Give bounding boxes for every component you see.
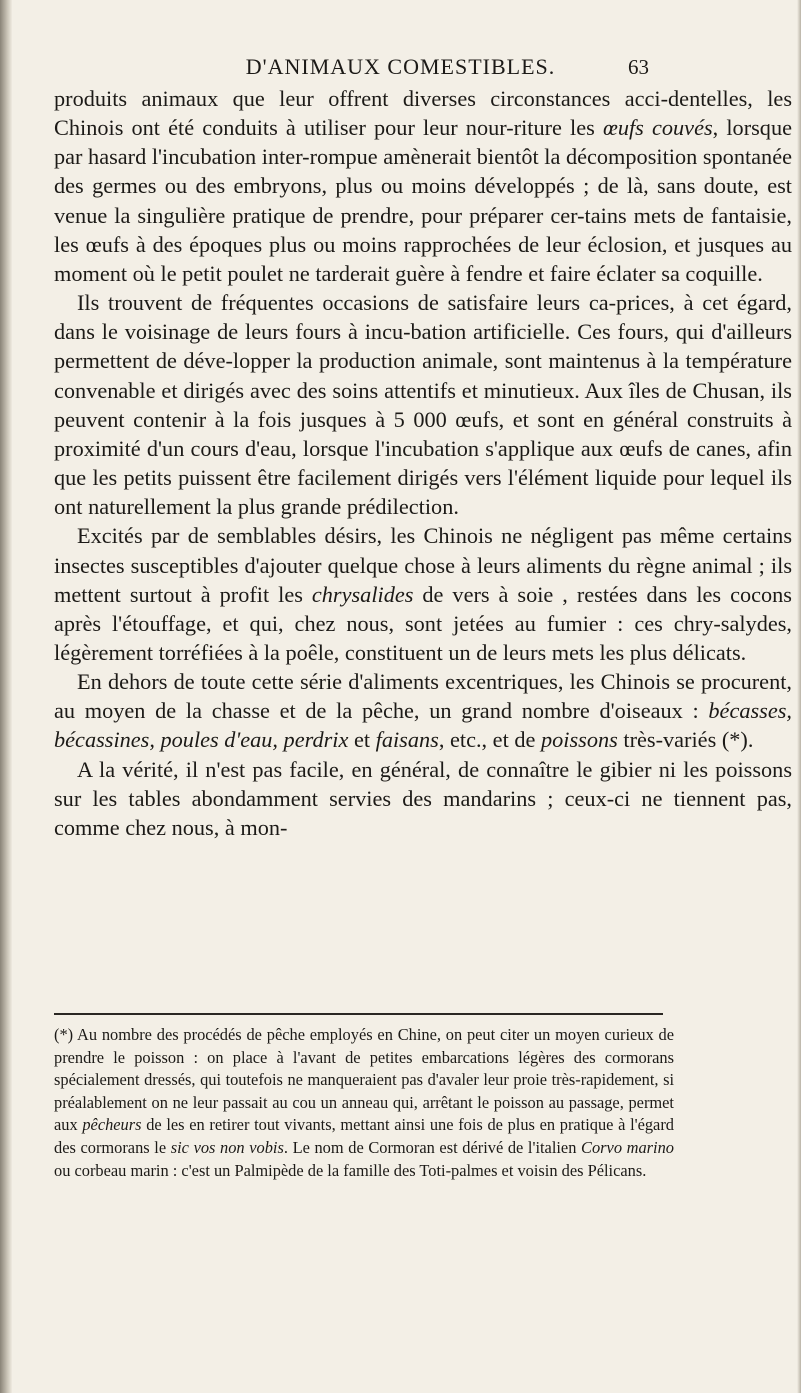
italic-run: Corvo marino <box>581 1137 674 1157</box>
italic-run: sic vos non vobis <box>170 1137 284 1157</box>
text-run: , etc., et de <box>438 727 541 753</box>
text-run: et <box>348 727 376 753</box>
text-run: produits animaux que leur offrent diverses circonstances acci-dentelles, les Chinois ont été conduits à utiliser pour leur nour-riture les <box>54 86 792 141</box>
text-run: ou corbeau marin : c'est un Palmipède de la famille des Toti-palmes et voisin des Pélicans. <box>54 1160 647 1180</box>
page-binding-shadow <box>0 0 12 1393</box>
italic-run: faisans <box>375 727 439 753</box>
footnote-separator <box>54 1013 663 1015</box>
paragraph-5 <box>54 755 792 842</box>
text-run: , lorsque par hasard l'incubation inter-rompue amènerait bientôt la décomposition spontanée des germes ou des embryons, plus ou moins développés ; de là, sans doute, est venue la singulière pratique de prendre, pour préparer cer-tains mets de fantaisie, les œufs à des époques plus ou moins rapprochées de leur éclosion, et jusques au moment où le petit poulet ne tarderait guère à fendre et faire éclater sa coquille. <box>54 115 792 286</box>
text-run: Ils trouvent de fréquentes occasions de satisfaire leurs ca-prices, à cet égard, dans le voisinage de leurs fours à incu-bation artificielle. Ces fours, qui d'ailleurs permettent de déve-lopper la production animale, sont maintenus à la température convenable et dirigés avec des soins attentifs et minutieux. Aux îles de Chusan, ils peuvent contenir à la fois jusques à 5 000 œufs, et sont en général construits à proximité d'un cours d'eau, lorsque l'incubation s'applique aux œufs de canes, afin que les petits puissent être facilement dirigés vers l'élément liquide pour lequel ils ont naturellement la plus grande prédilection. <box>54 290 792 520</box>
paragraph-2 <box>54 288 792 521</box>
text-run: . Le nom de Cormoran est dérivé de l'italien <box>283 1137 582 1157</box>
paragraph-4 <box>54 667 792 754</box>
text-run: de les en retirer tout vivants, mettant ainsi une fois de plus en pratique à l'égard des cormorans le <box>54 1115 674 1157</box>
text-run: Excités par de semblables désirs, les Chinois ne négligent pas même certains insectes susceptibles d'ajouter quelque chose à leurs aliments du règne animal ; ils mettent surtout à profit les <box>54 523 792 607</box>
italic-run: chrysalides <box>311 581 414 607</box>
italic-run: œufs couvés <box>602 115 713 141</box>
footnote <box>54 1024 674 1182</box>
italic-run: poissons <box>540 727 618 753</box>
running-title: D'ANIMAUX COMESTIBLES. <box>245 54 556 79</box>
page-header <box>0 0 801 90</box>
page-edge-shadow <box>797 0 801 1393</box>
text-run: très-variés (*). <box>617 727 754 753</box>
text-run: A la vérité, il n'est pas facile, en général, de connaître le gibier ni les poissons sur les tables abondamment servies des mandarins ; ceux-ci ne tiennent pas, comme chez nous, à mon- <box>54 756 792 840</box>
page-number: 63 <box>628 55 649 79</box>
text-run: En dehors de toute cette série d'aliments excentriques, les Chinois se procurent, au moyen de la chasse et de la pêche, un grand nombre d'oiseaux : <box>54 669 792 724</box>
paragraph-1 <box>54 84 792 288</box>
paragraph-3 <box>54 521 792 667</box>
italic-run: pêcheurs <box>82 1115 142 1135</box>
text-run: (*) Au nombre des procédés de pêche employés en Chine, on peut citer un moyen curieux de prendre le poisson : on place à l'avant de petites embarcations légères des cormorans spécialement dressés, qui toutefois ne manqueraient pas d'avaler leur proie très-rapidement, si préalablement on ne leur passait au cou un anneau qui, arrêtant le poisson au passage, permet aux <box>54 1025 674 1135</box>
main-text <box>54 84 792 842</box>
text-run: de vers à soie , restées dans les cocons après l'étouffage, et qui, chez nous, sont jetées au fumier : ces chry-salydes, légèrement torréfiées à la poêle, constituent un de leurs mets les plus délicats. <box>54 581 792 665</box>
italic-run: bécasses, bécassines, poules d'eau, perdrix <box>54 698 792 753</box>
